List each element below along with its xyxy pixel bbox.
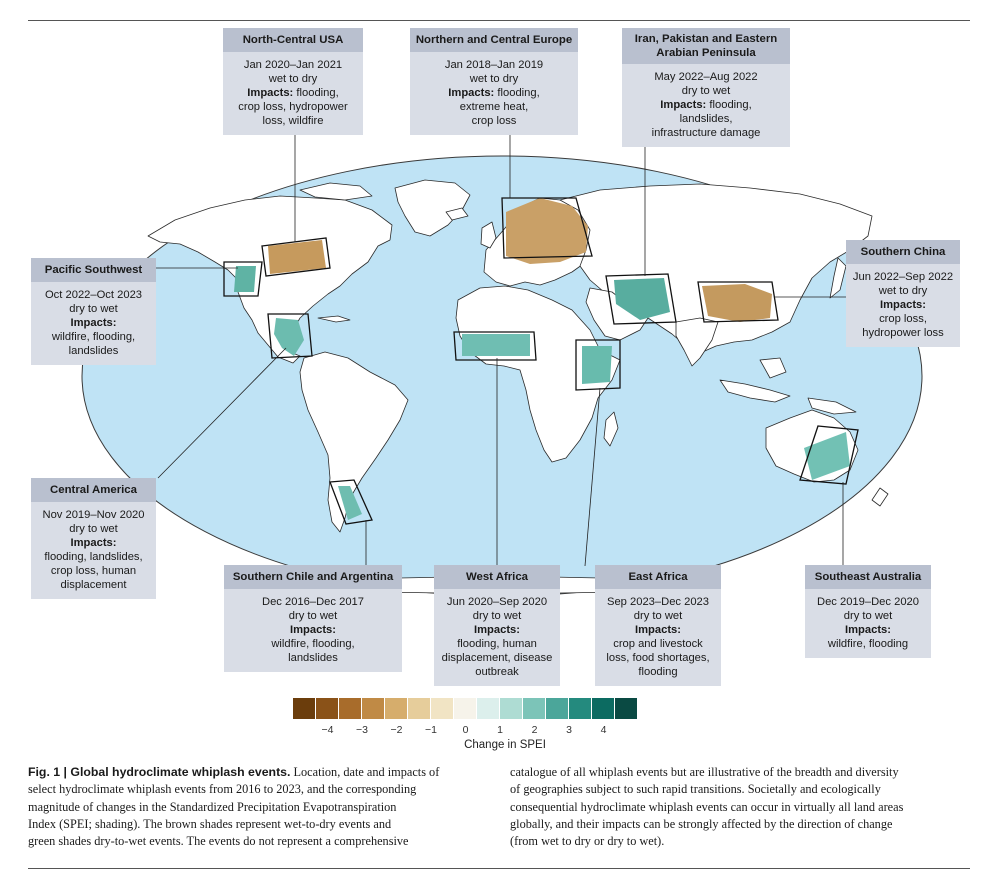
region-direction: dry to wet [69,523,118,535]
impacts-label: Impacts: [634,624,681,636]
region-title: Southern Chile and Argentina [224,565,402,589]
legend-swatch [316,698,339,719]
impacts-line: crop and livestock [613,638,703,650]
region-direction: wet to dry [268,73,318,85]
legend-title: Change in SPEI [464,739,546,751]
shade-west-africa [462,334,530,356]
region-period: Jun 2022–Sep 2022 [852,271,954,283]
impacts-line: displacement [60,579,127,591]
legend-tick-label: 3 [566,724,572,736]
legend-swatch [523,698,546,719]
impacts-label: Impacts: [844,624,891,636]
impacts-line: extreme heat, [459,101,529,113]
region-period: Oct 2022–Oct 2023 [44,289,143,301]
region-box-iran-pakistan [622,28,790,147]
region-period: Jan 2020–Jan 2021 [243,59,343,71]
region-title: East Africa [595,565,721,589]
legend-swatch [431,698,454,719]
region-title: Iran, Pakistan and Eastern [634,33,778,45]
impacts-label: Impacts: [70,317,117,329]
region-direction: dry to wet [69,303,118,315]
legend-swatch [362,698,385,719]
legend-swatch [408,698,431,719]
caption-line: select hydroclimate whiplash events from 2016 to 2023, and the corresponding [28,782,417,797]
region-period: Jan 2018–Jan 2019 [444,59,544,71]
impacts-label: Impacts: [70,537,117,549]
region-direction: dry to wet [843,610,893,622]
region-title: Arabian Peninsula [656,47,756,59]
region-period: Dec 2016–Dec 2017 [261,596,364,608]
shade-north-central-usa [268,240,326,274]
region-title: North-Central USA [223,28,363,52]
impacts-label: Impacts: [247,87,294,99]
new-zealand [872,488,888,506]
caption-column-2 [510,764,972,850]
legend-tick-label: 2 [531,724,538,736]
region-title: Central America [31,478,156,502]
impacts-line: flooding, [709,99,752,111]
legend-swatch [477,698,500,719]
impacts-line: crop loss, human [50,565,137,577]
region-period: Dec 2019–Dec 2020 [816,596,919,608]
legend-tick-label: 0 [462,724,469,736]
caption-lead: Fig. 1 | Global hydroclimate whiplash events. [28,765,291,779]
legend-swatch [569,698,592,719]
caption-line: globally, and their impacts can be strongly affected by the direction of change [510,816,893,831]
impacts-line: wildfire, flooding [827,638,909,650]
legend-swatch [293,698,316,719]
impacts-line: flooding, [497,87,540,99]
region-direction: wet to dry [878,285,928,297]
impacts-line: landslides, [679,113,733,125]
impacts-line: flooding, landslides, [44,551,143,563]
impacts-line: displacement, disease [441,652,553,664]
impacts-line: flooding, human [457,638,537,650]
impacts-line: wildfire, flooding, [51,331,136,343]
caption-column-1 [28,764,478,850]
region-period: May 2022–Aug 2022 [654,71,758,83]
caption-line: (from wet to dry or dry to wet). [510,834,665,849]
region-period: Jun 2020–Sep 2020 [446,596,548,608]
legend-swatch [454,698,477,719]
impacts-line: hydropower loss [862,327,944,339]
impacts-label: Impacts: [448,87,495,99]
impacts-line: crop loss [471,115,517,127]
legend-tick-label: −1 [425,724,437,736]
impacts-line: flooding [638,666,678,678]
caption-line: of geographies subject to such rapid transitions. Societally and ecologically [510,782,881,797]
region-title: Northern and Central Europe [410,28,578,52]
legend-tick-label: 4 [600,724,607,736]
caption-line: consequential hydroclimate whiplash events can occur in virtually all land areas [510,799,904,814]
impacts-line: crop loss, [879,313,927,325]
impacts-line: loss, food shortages, [606,652,710,664]
impacts-line: landslides [288,652,338,664]
impacts-label: Impacts: [879,299,926,311]
region-direction: dry to wet [472,610,522,622]
region-title: Southern China [846,240,960,264]
legend-swatch [592,698,615,719]
caption-line: catalogue of all whiplash events but are illustrative of the breadth and diversity [510,765,899,779]
region-box-southern-chile-argentina [224,565,402,672]
region-box-north-central-usa [223,28,363,135]
region-box-southern-china [846,240,960,347]
region-title: Pacific Southwest [31,258,156,282]
legend-tick-label: −4 [321,724,334,736]
region-direction: dry to wet [288,610,338,622]
impacts-label: Impacts: [660,99,707,111]
legend-swatch [546,698,569,719]
region-box-pacific-southwest [31,258,156,365]
impacts-line: crop loss, hydropower [238,101,348,113]
impacts-line: infrastructure damage [651,127,761,139]
legend-tick-label: 1 [497,724,503,736]
impacts-line: flooding, [296,87,339,99]
legend-tick-label: −3 [356,724,368,736]
shade-pacific-southwest [234,266,256,292]
region-direction: dry to wet [633,610,683,622]
region-title: West Africa [434,565,560,589]
region-box-west-africa [434,565,560,686]
region-box-southeast-australia [805,565,931,658]
impacts-line: loss, wildfire [262,115,324,127]
caption-line: Index (SPEI; shading). The brown shades represent wet-to-dry events and [28,816,392,831]
impacts-label: Impacts: [289,624,336,636]
shade-east-africa [582,346,612,384]
legend-swatch [500,698,523,719]
region-period: Sep 2023–Dec 2023 [606,596,709,608]
caption-line: Location, date and impacts of [293,765,440,779]
region-box-central-america [31,478,156,599]
region-box-east-africa [595,565,721,686]
impacts-line: wildfire, flooding, [271,638,355,650]
region-box-northern-central-europe [410,28,578,135]
impacts-line: landslides [68,345,119,357]
region-title: Southeast Australia [805,565,931,589]
legend-tick-label: −2 [390,724,403,736]
impacts-line: outbreak [475,666,519,678]
legend-swatch [339,698,362,719]
caption-line: green shades dry-to-wet events. The events do not represent a comprehensive [28,834,409,849]
region-period: Nov 2019–Nov 2020 [42,509,145,521]
region-direction: wet to dry [469,73,519,85]
legend-swatch [385,698,408,719]
impacts-label: Impacts: [473,624,520,636]
legend-swatch [615,698,638,719]
region-direction: dry to wet [681,85,731,97]
caption-line: magnitude of changes in the Standardized Precipitation Evapotranspiration [28,799,397,814]
